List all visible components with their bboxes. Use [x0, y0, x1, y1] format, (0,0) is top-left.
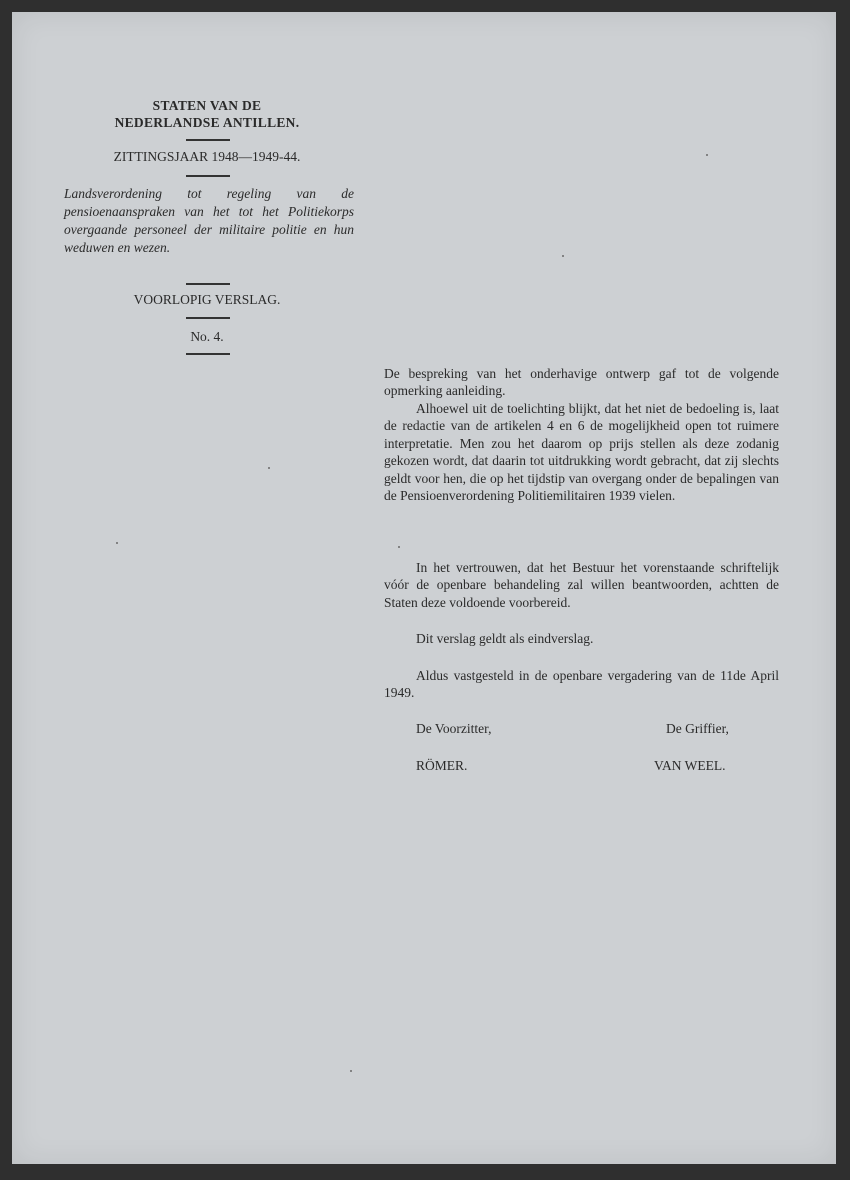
divider [186, 175, 230, 177]
document-page [12, 12, 836, 1164]
title-line-1: STATEN VAN DE [152, 98, 262, 113]
paper-speck [268, 467, 270, 469]
report-number: No. 4. [190, 329, 224, 344]
divider [186, 317, 230, 319]
session-year: ZITTINGSJAAR 1948—1949-44. [113, 149, 301, 164]
paper-speck [350, 1070, 352, 1072]
clerk-title: De Griffier, [666, 721, 729, 736]
paragraph-5: Aldus vastgesteld in de openbare vergadering van de 11de April 1949. [384, 668, 779, 701]
chair-title: De Voorzitter, [416, 721, 492, 736]
paper-speck [706, 154, 708, 156]
report-type: VOORLOPIG VERSLAG. [133, 292, 281, 307]
clerk-name: VAN WEEL. [654, 758, 726, 773]
paragraph-1: De bespreking van het onderhavige ontwerp gaf tot de volgende opmerking aanleiding. [384, 366, 779, 399]
paper-speck [562, 255, 564, 257]
paper-speck [116, 542, 118, 544]
chair-name: RÖMER. [416, 758, 468, 773]
paper-speck [398, 546, 400, 548]
paragraph-3: In het vertrouwen, dat het Bestuur het vorenstaande schriftelijk vóór de openbare behandeling zal willen beantwoorden, achtten de Staten deze voldoende voorbereid. [384, 560, 779, 610]
divider [186, 283, 230, 285]
subject-title: Landsverordening tot regeling van de pensioenaanspraken van het tot het Politiekorps overgaande personeel der militaire politie en hun weduwen en wezen. [64, 186, 354, 255]
paragraph-2: Alhoewel uit de toelichting blijkt, dat het niet de bedoeling is, laat de redactie van de artikelen 4 en 6 de mogelijkheid open tot ruimere interpretatie. Men zou het daarom op prijs stellen als deze zodanig gekozen wordt, dat daarin tot uitdrukking wordt gebracht, dat zij slechts geldt voor hen, die op het tijdstip van overgang onder de bepalingen van de Pensioenverordening Politiemilitairen 1939 vielen. [384, 401, 779, 504]
divider [186, 139, 230, 141]
paragraph-4: Dit verslag geldt als eindverslag. [416, 631, 594, 646]
divider [186, 353, 230, 355]
title-line-2: NEDERLANDSE ANTILLEN. [114, 115, 300, 130]
document-title [62, 97, 352, 131]
